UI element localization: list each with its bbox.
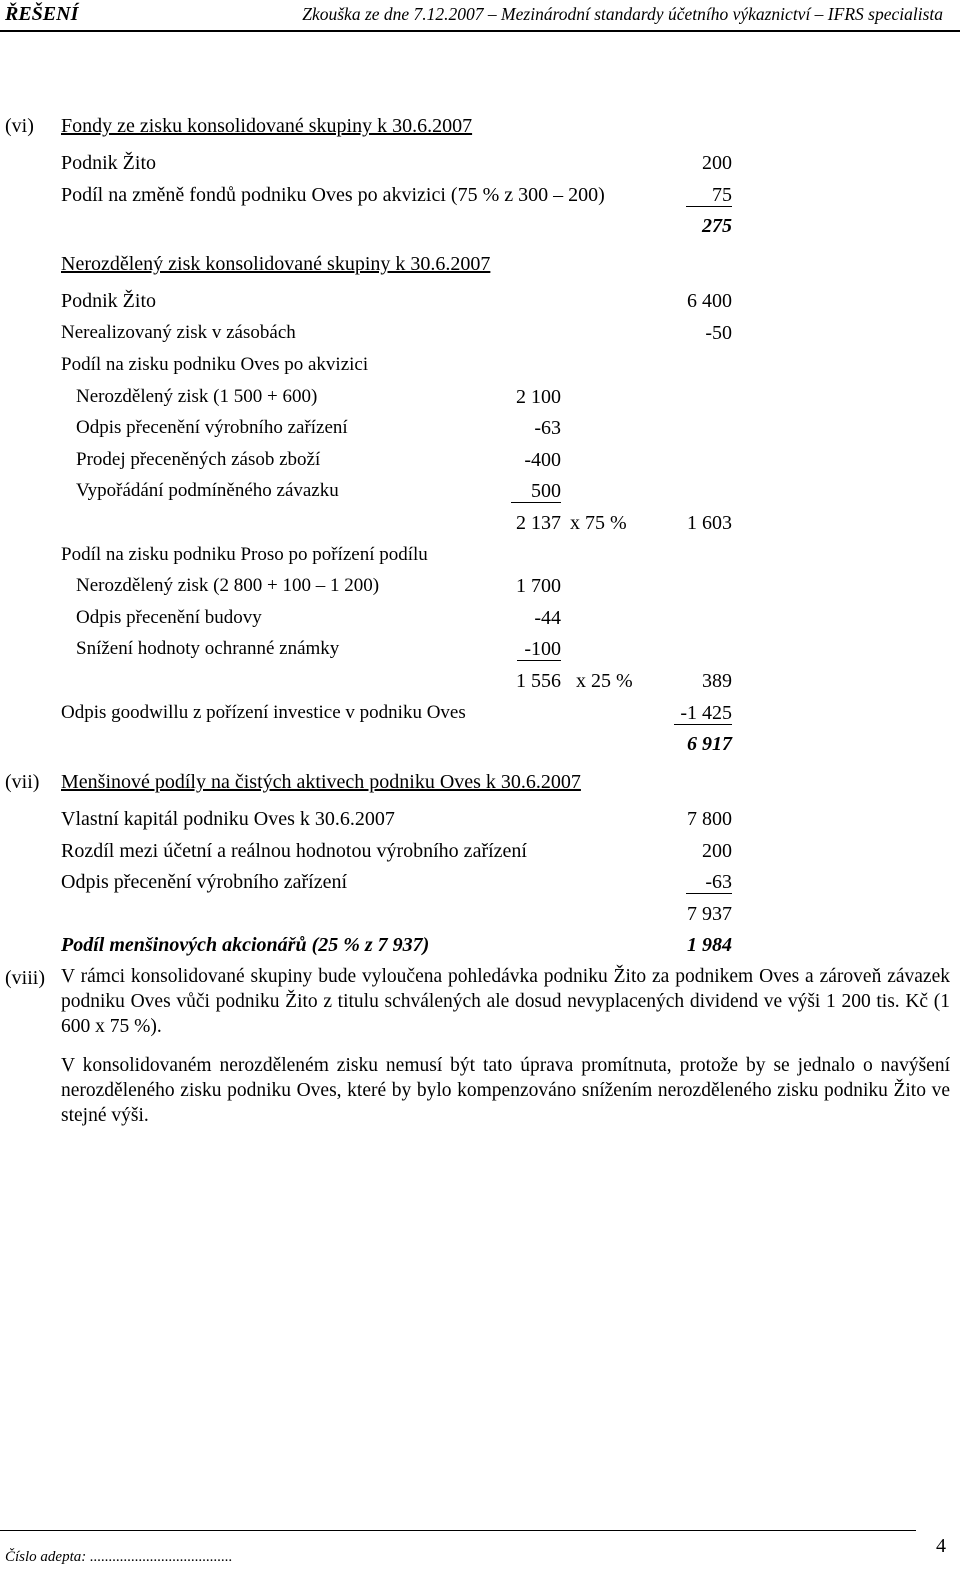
re-subrow-value: -44: [534, 607, 561, 629]
nci-subtotal: 7 937: [687, 903, 732, 925]
re-subrow-value: -63: [534, 417, 561, 439]
section-viii-paragraph-2: V konsolidovaném nerozděleném zisku nemusí být tato úprava promítnuta, protože by se jednalo o navýšení nerozděleného zisku podniku Oves, které by bylo kompenzováno snížením nerozděleného zisku podniku Žito ve stejné výši.: [61, 1055, 950, 1126]
re-subrow-value: -100: [517, 639, 561, 661]
re-subrow-value: -400: [524, 449, 561, 471]
re-percentage: x 75 %: [570, 512, 627, 534]
nci-row-value: 200: [702, 840, 732, 862]
nci-row-value: 7 800: [687, 808, 732, 830]
re-subtotal: 2 137: [516, 512, 561, 534]
nci-final-label: Podíl menšinových akcionářů (25 % z 7 937): [61, 934, 430, 956]
funds-row-label: Podíl na změně fondů podniku Oves po akvizici (75 % z 300 – 200): [61, 184, 605, 206]
nci-row-label: Rozdíl mezi účetní a reálnou hodnotou výrobního zařízení: [61, 840, 527, 862]
nci-row-label: Vlastní kapitál podniku Oves k 30.6.2007: [61, 808, 395, 830]
re-subheading: Podíl na zisku podniku Proso po pořízení podílu: [61, 544, 428, 565]
funds-row-label: Podnik Žito: [61, 152, 157, 174]
page-number: 4: [936, 1535, 946, 1557]
header-title: ŘEŠENÍ: [5, 3, 79, 25]
funds-row-value: 75: [686, 185, 732, 207]
re-subrow-label: Snížení hodnoty ochranné známky: [76, 638, 340, 659]
re-subrow-value: 500: [511, 481, 561, 503]
nci-final-value: 1 984: [687, 934, 732, 956]
re-row-label: Nerealizovaný zisk v zásobách: [61, 322, 296, 343]
section-vii-number: (vii): [5, 771, 40, 793]
re-subrow-value: 1 700: [516, 575, 561, 597]
re-row-value: 389: [702, 670, 732, 692]
section-viii-paragraph-1: V rámci konsolidované skupiny bude vyloučena pohledávka podniku Žito za podnikem Oves a zároveň závazek podniku Oves vůči podniku Žito z titulu schválených ale dosud nevyplacených dividend ve výši 1 200 tis. Kč (1 600 x 75 %).: [61, 966, 950, 1037]
re-row-value: -50: [705, 322, 732, 344]
funds-total: 275: [702, 215, 732, 237]
re-subrow-label: Odpis přecenění výrobního zařízení: [76, 417, 348, 438]
header-exam-info: Zkouška ze dne 7.12.2007 – Mezinárodní standardy účetního výkaznictví – IFRS specialista: [302, 4, 943, 24]
re-subrow-label: Vypořádání podmíněného závazku: [76, 480, 339, 501]
re-row-label: Odpis goodwillu z pořízení investice v podniku Oves: [61, 702, 466, 723]
retained-earnings-title: Nerozdělený zisk konsolidované skupiny k 30.6.2007: [61, 253, 491, 275]
nci-row-label: Odpis přecenění výrobního zařízení: [61, 871, 348, 893]
section-vi-number: (vi): [5, 115, 34, 137]
re-subrow-label: Odpis přecenění budovy: [76, 607, 262, 628]
section-vii-title: Menšinové podíly na čistých aktivech podniku Oves k 30.6.2007: [61, 771, 581, 793]
re-row-value: -1 425: [674, 703, 732, 725]
nci-row-value: -63: [686, 872, 732, 894]
candidate-number-label: Číslo adepta: ......................................: [5, 1549, 233, 1565]
funds-row-value: 200: [702, 152, 732, 174]
re-subrow-label: Nerozdělený zisk (2 800 + 100 – 1 200): [76, 575, 380, 596]
re-subtotal: 1 556: [516, 670, 561, 692]
re-percentage: x 25 %: [576, 670, 633, 692]
re-total: 6 917: [687, 733, 732, 755]
re-subrow-value: 2 100: [516, 386, 561, 408]
section-viii-number: (viii): [5, 967, 45, 989]
section-vi-title: Fondy ze zisku konsolidované skupiny k 30.6.2007: [61, 115, 473, 137]
header-rule: [0, 30, 960, 32]
re-subrow-label: Nerozdělený zisk (1 500 + 600): [76, 386, 318, 407]
footer-rule: [0, 1530, 916, 1531]
re-row-value: 6 400: [687, 290, 732, 312]
re-subrow-label: Prodej přeceněných zásob zboží: [76, 449, 321, 470]
re-subheading: Podíl na zisku podniku Oves po akvizici: [61, 354, 369, 375]
re-row-value: 1 603: [687, 512, 732, 534]
re-row-label: Podnik Žito: [61, 290, 157, 312]
